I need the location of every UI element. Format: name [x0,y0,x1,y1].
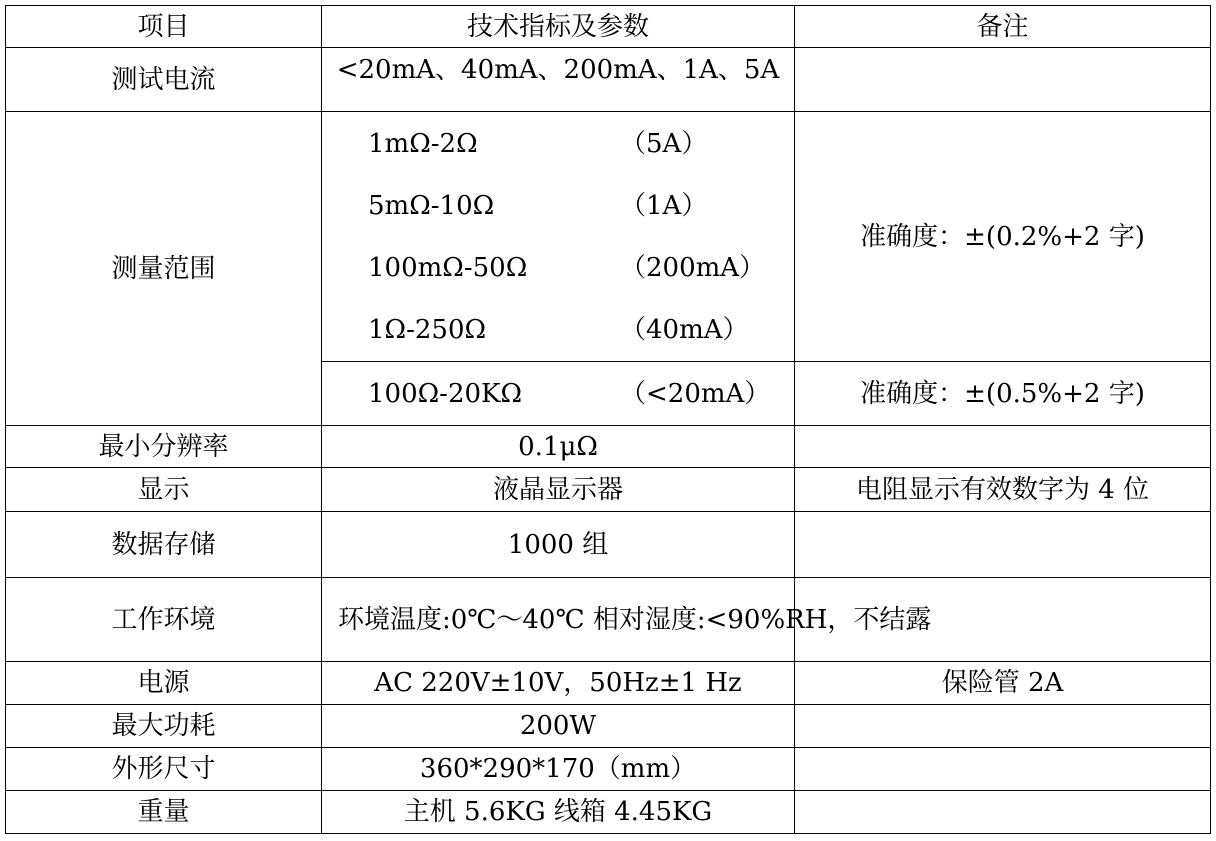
row-note [795,426,1211,468]
range-line [368,175,794,237]
row-note [795,705,1211,748]
row-value: 0.1μΩ [322,426,795,468]
row-label: 最小分辨率 [6,426,322,468]
range-current: （5A） [620,128,708,159]
table-row [6,48,1211,112]
table-row [6,512,1211,578]
range-value: 100Ω-20KΩ [368,378,523,409]
accuracy-note: 准确度：±(0.5%+2 字) [795,362,1211,426]
table-row [6,748,1211,791]
row-note [795,748,1211,791]
range-value: 1mΩ-2Ω [368,128,478,159]
range-value: 100mΩ-50Ω [368,252,528,283]
row-label: 电源 [6,662,322,705]
row-value: 360*290*170（mm） [322,748,795,791]
row-value: 液晶显示器 [322,468,795,512]
row-label: 外形尺寸 [6,748,322,791]
row-value: AC 220V±10V，50Hz±1 Hz [322,662,795,705]
row-label: 显示 [6,468,322,512]
spec-table [5,5,1211,834]
range-value: 5mΩ-10Ω [368,190,495,221]
range-line [368,299,794,361]
range-line [368,237,794,299]
range-value: 1Ω-250Ω [368,314,487,345]
header-item: 项目 [6,6,322,48]
header-spec: 技术指标及参数 [322,6,795,48]
row-note [795,791,1211,834]
range-current: （40mA） [620,314,749,345]
table-row [6,112,1211,362]
row-note: 电阻显示有效数字为 4 位 [795,468,1211,512]
range-list [322,112,795,362]
table-row [6,705,1211,748]
table-row [6,662,1211,705]
table-row [6,468,1211,512]
range-list [322,362,795,426]
row-value: 主机 5.6KG 线箱 4.45KG [322,791,795,834]
table-row [6,426,1211,468]
range-current: （200mA） [620,252,766,283]
row-label: 测量范围 [6,112,322,426]
row-label: 重量 [6,791,322,834]
header-note: 备注 [795,6,1211,48]
row-label: 测试电流 [6,48,322,112]
row-label: 数据存储 [6,512,322,578]
row-value: 环境温度:0℃～40℃ 相对湿度:<90%RH，不结露 [322,578,795,662]
range-current: （<20mA） [620,378,771,409]
range-line [368,363,794,425]
table-row [6,578,1211,662]
accuracy-note: 准确度：±(0.2%+2 字) [795,112,1211,362]
row-value: 200W [322,705,795,748]
range-line [368,113,794,175]
row-note [795,512,1211,578]
row-value: <20mA、40mA、200mA、1A、5A [322,48,795,112]
table-row [6,791,1211,834]
row-note [795,48,1211,112]
header-row [6,6,1211,48]
row-value: 1000 组 [322,512,795,578]
row-note: 保险管 2A [795,662,1211,705]
range-current: （1A） [620,190,708,221]
row-label: 工作环境 [6,578,322,662]
row-label: 最大功耗 [6,705,322,748]
